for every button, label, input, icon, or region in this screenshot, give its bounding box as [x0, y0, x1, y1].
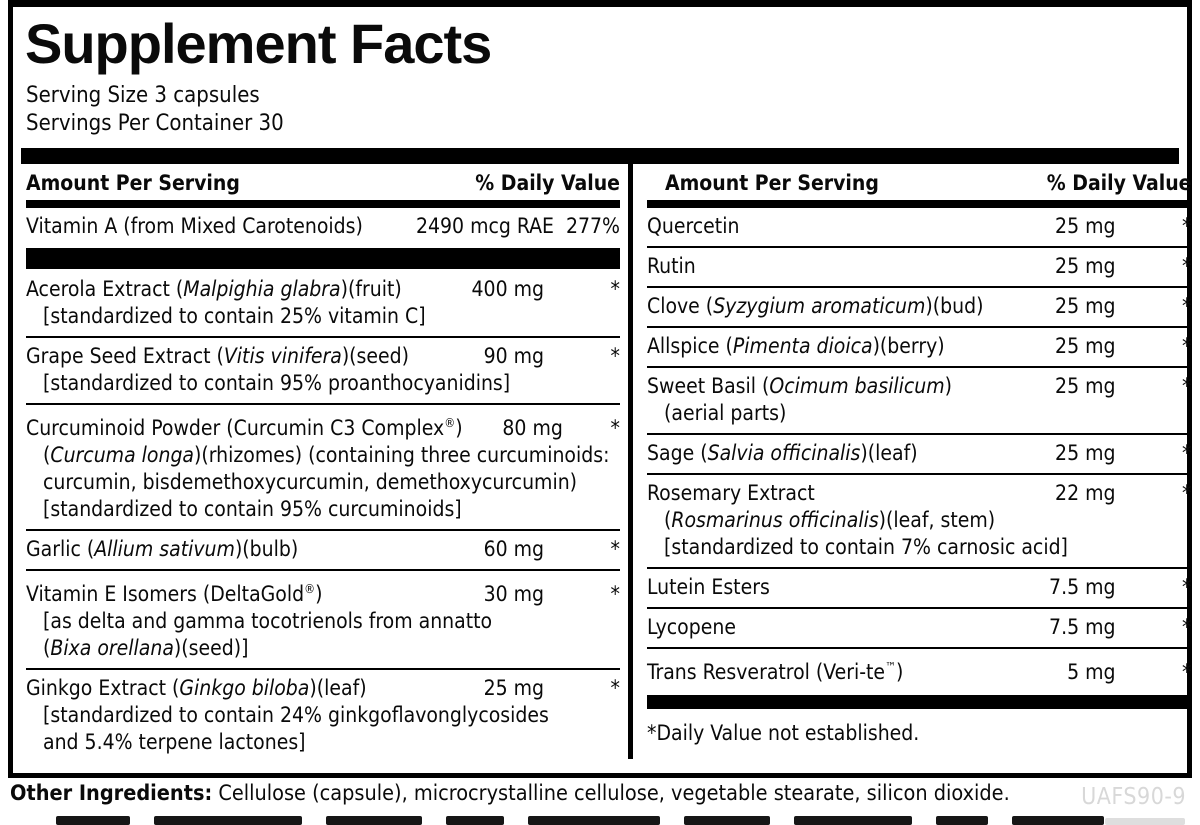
ingredient-name: Quercetin [647, 213, 740, 238]
product-code: UAFS90-9 [1081, 784, 1186, 810]
section-bar [647, 695, 1191, 709]
serving-size: Serving Size 3 capsules [26, 82, 260, 108]
ingredient-row [647, 328, 1191, 366]
ingredient-row [647, 368, 1191, 433]
ingredient-row [647, 208, 1191, 246]
header-rule-bar [647, 200, 1191, 208]
right-column [628, 164, 1197, 759]
daily-value: * [610, 581, 620, 606]
ingredient-amount: 25 mg [1055, 373, 1116, 398]
ingredient-subline: [standardized to contain 95% proanthocyanidins] [43, 370, 511, 395]
daily-value: * [610, 415, 620, 440]
ingredient-row-line [647, 614, 1191, 641]
ingredient-amount: 25 mg [1055, 440, 1116, 465]
ingredient-amount: 22 mg [1055, 480, 1116, 505]
ingredient-columns [21, 164, 1192, 759]
ingredient-amount: 7.5 mg [1049, 614, 1116, 639]
ingredient-name: Rutin [647, 253, 696, 278]
daily-value: * [610, 536, 620, 561]
ingredient-name: Allspice (Pimenta dioica)(berry) [647, 333, 945, 358]
ingredient-subline: [as delta and gamma tocotrienols from annatto [43, 608, 493, 633]
ingredient-amount: 400 mg [471, 276, 544, 301]
ingredient-row [647, 609, 1191, 647]
ingredient-name: Curcuminoid Powder (Curcumin C3 Complex®) [26, 415, 463, 440]
ingredient-row-line [26, 576, 620, 608]
daily-value: * [610, 675, 620, 700]
ingredient-name: Trans Resveratrol (Veri-te™) [647, 659, 904, 684]
ingredient-row-line [26, 213, 620, 240]
column-header-amount: Amount Per Serving [26, 170, 240, 195]
ingredient-subline: [standardized to contain 7% carnosic acid] [664, 534, 1068, 559]
other-ingredients-label: Other Ingredients: [10, 781, 213, 806]
daily-value: * [610, 343, 620, 368]
daily-value: * [1182, 293, 1192, 318]
ingredient-amount: 7.5 mg [1049, 574, 1116, 599]
ingredient-subline: and 5.4% terpene lactones] [43, 729, 306, 754]
ingredient-row-line [647, 480, 1191, 507]
ingredient-amount: 2490 mcg RAE [416, 213, 554, 238]
ingredient-row-line [26, 410, 620, 442]
ingredient-amount: 90 mg [483, 343, 544, 368]
ingredient-subline: curcumin, bisdemethoxycurcumin, demethoxycurcumin) [43, 469, 578, 494]
ingredient-subline: (Bixa orellana)(seed)] [43, 635, 249, 660]
cutoff-code-fragment [1105, 818, 1185, 825]
ingredient-row-line [647, 293, 1191, 320]
ingredient-row [647, 288, 1191, 326]
ingredient-row-line [647, 440, 1191, 467]
ingredient-amount: 25 mg [1055, 213, 1116, 238]
ingredient-row [647, 248, 1191, 286]
ingredient-row-line [26, 343, 620, 370]
column-header [647, 164, 1191, 200]
ingredient-row-line [26, 276, 620, 303]
ingredient-row-line [647, 654, 1191, 686]
ingredient-name: Ginkgo Extract (Ginkgo biloba)(leaf) [26, 675, 367, 700]
ingredient-name: Grape Seed Extract (Vitis vinifera)(seed) [26, 343, 410, 368]
ingredient-name: Clove (Syzygium aromaticum)(bud) [647, 293, 984, 318]
ingredient-subline: [standardized to contain 95% curcuminoids] [43, 496, 462, 521]
daily-value: * [1182, 213, 1192, 238]
ingredient-amount: 25 mg [1055, 293, 1116, 318]
header-divider-bar [21, 148, 1179, 164]
ingredient-name: Lutein Esters [647, 574, 770, 599]
ingredient-name: Lycopene [647, 614, 736, 639]
daily-value: 277% [565, 213, 620, 238]
ingredient-subline: (Rosmarinus officinalis)(leaf, stem) [664, 507, 996, 532]
ingredient-name: Vitamin E Isomers (DeltaGold®) [26, 581, 323, 606]
ingredient-row [647, 435, 1191, 473]
ingredient-row-line [647, 213, 1191, 240]
ingredient-row-line [647, 333, 1191, 360]
section-bar [26, 248, 620, 269]
ingredient-amount: 25 mg [1055, 333, 1116, 358]
ingredient-row [26, 670, 620, 762]
daily-value: * [1182, 574, 1192, 599]
ingredient-name: Acerola Extract (Malpighia glabra)(fruit) [26, 276, 402, 301]
daily-value: * [1182, 440, 1192, 465]
ingredient-subline: [standardized to contain 24% ginkgoflavonglycosides [43, 702, 549, 727]
ingredient-name: Rosemary Extract [647, 480, 815, 505]
header-rule-bar [26, 200, 620, 208]
ingredient-name: Vitamin A (from Mixed Carotenoids) [26, 213, 363, 238]
ingredient-amount: 25 mg [1055, 253, 1116, 278]
daily-value: * [610, 276, 620, 301]
left-column [21, 164, 628, 759]
ingredient-row-line [26, 536, 620, 563]
ingredient-row [647, 475, 1191, 567]
ingredient-amount: 5 mg [1067, 659, 1116, 684]
column-header-daily-value: % Daily Value [475, 170, 620, 195]
ingredient-row [26, 208, 620, 246]
ingredient-name: Garlic (Allium sativum)(bulb) [26, 536, 299, 561]
ingredient-subline: [standardized to contain 25% vitamin C] [43, 303, 426, 328]
ingredient-row [26, 531, 620, 569]
daily-value: * [1182, 253, 1192, 278]
supplement-facts-panel [8, 0, 1192, 778]
daily-value: * [1182, 333, 1192, 358]
ingredient-row-line [647, 373, 1191, 400]
ingredient-name: Sweet Basil (Ocimum basilicum) [647, 373, 952, 398]
ingredient-amount: 60 mg [483, 536, 544, 561]
serving-info [26, 82, 1187, 138]
ingredient-row [647, 569, 1191, 607]
other-ingredients [10, 781, 1010, 806]
ingredient-row [26, 571, 620, 668]
ingredient-subline: (aerial parts) [664, 400, 787, 425]
cutoff-text-fragments [56, 816, 1104, 825]
ingredient-row [647, 649, 1191, 692]
ingredient-amount: 30 mg [483, 581, 544, 606]
ingredient-name: Sage (Salvia officinalis)(leaf) [647, 440, 918, 465]
daily-value: * [1182, 614, 1192, 639]
other-ingredients-text: Cellulose (capsule), microcrystalline cellulose, vegetable stearate, silicon dioxide. [212, 781, 1010, 806]
column-header-daily-value: % Daily Value [1046, 170, 1192, 195]
daily-value: * [1182, 659, 1192, 684]
ingredient-row [26, 405, 620, 529]
ingredient-row-line [26, 675, 620, 702]
daily-value: * [1182, 373, 1192, 398]
daily-value: * [1182, 480, 1192, 505]
ingredient-row [26, 338, 620, 403]
daily-value-footnote: *Daily Value not established. [647, 720, 920, 745]
ingredient-amount: 80 mg [502, 415, 563, 440]
ingredient-subline: (Curcuma longa)(rhizomes) (containing three curcuminoids: [43, 442, 610, 467]
column-header [26, 164, 620, 200]
ingredient-row-line [647, 253, 1191, 280]
supplement-facts-title: Supplement Facts [25, 12, 492, 75]
ingredient-amount: 25 mg [483, 675, 544, 700]
servings-per-container: Servings Per Container 30 [26, 110, 284, 136]
ingredient-row-line [647, 574, 1191, 601]
ingredient-row [26, 271, 620, 336]
column-header-amount: Amount Per Serving [665, 170, 879, 195]
